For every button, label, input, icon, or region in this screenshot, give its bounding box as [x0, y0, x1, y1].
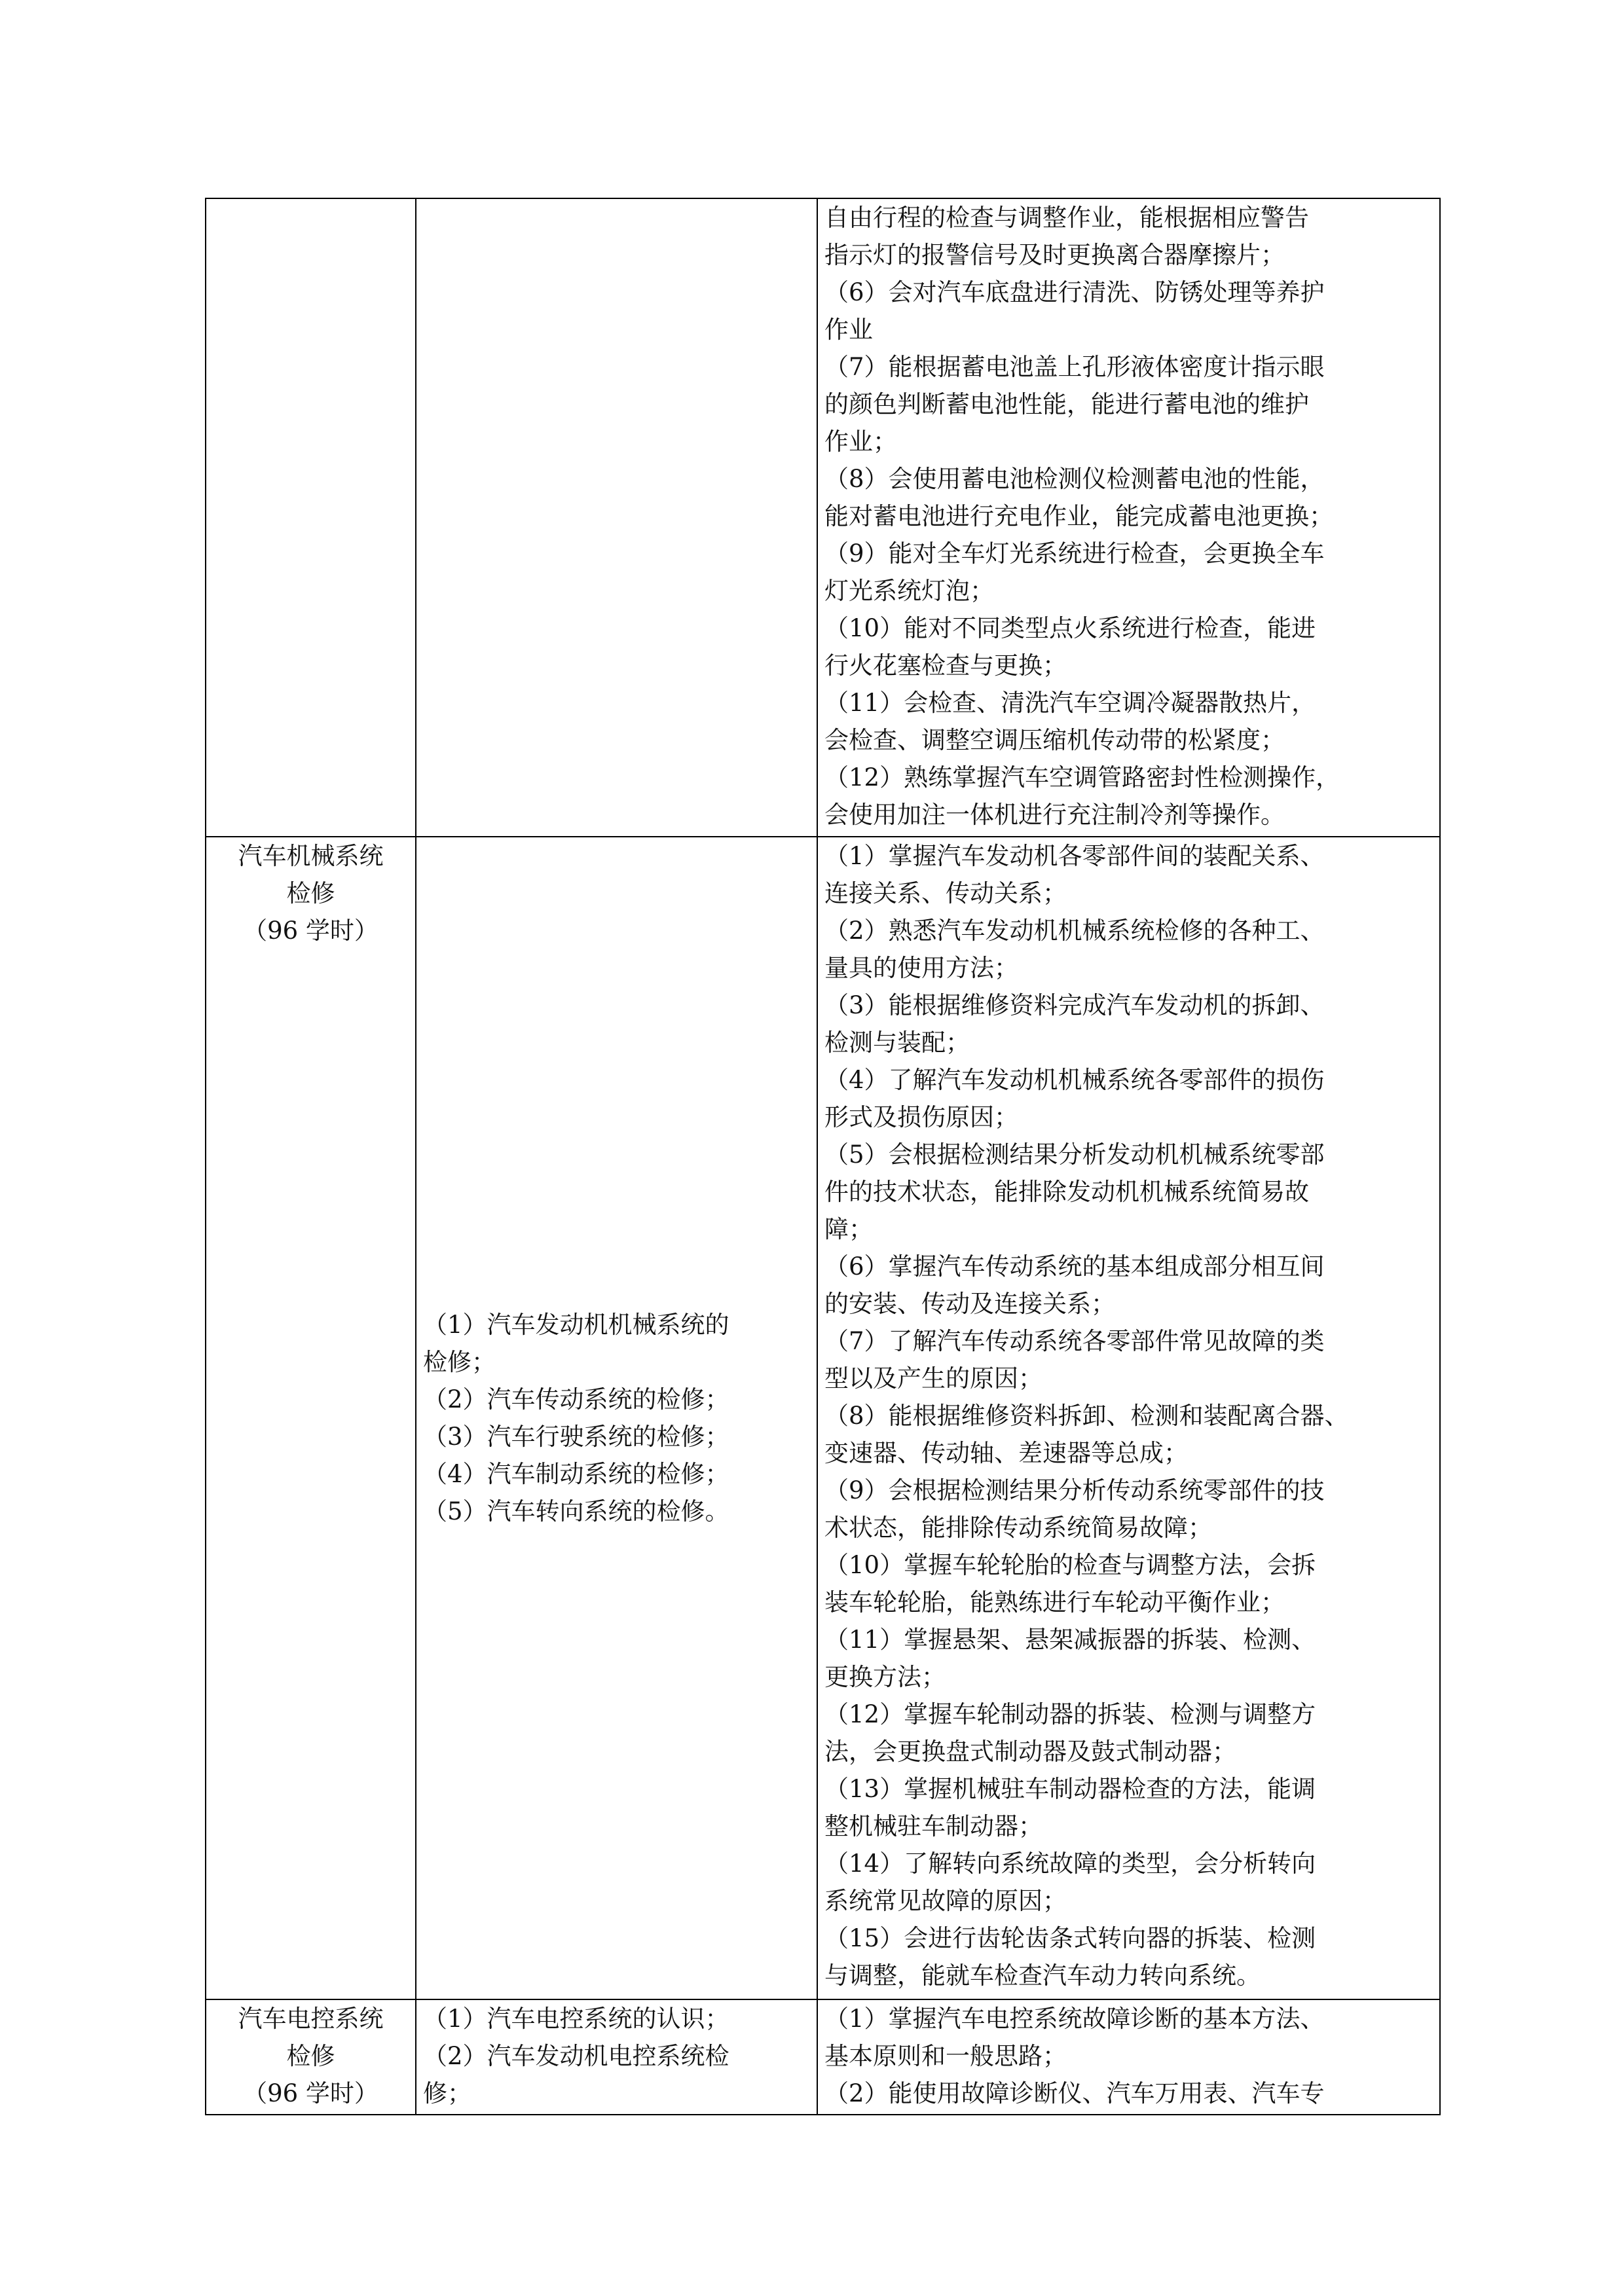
- goal-line: （12）掌握车轮制动器的拆装、检测与调整方: [824, 1700, 1316, 1728]
- table-row: [206, 837, 1440, 1999]
- goal-line: 的颜色判断蓄电池性能，能进行蓄电池的维护: [824, 390, 1309, 418]
- goal-line: （2）熟悉汽车发动机机械系统检修的各种工、: [824, 917, 1325, 945]
- course-hours: （96 学时）: [243, 2079, 378, 2107]
- course-content-cell: [416, 1999, 817, 2115]
- content-line: （2）汽车发动机电控系统检: [423, 2042, 729, 2070]
- goal-line: 量具的使用方法；: [824, 954, 1018, 982]
- goal-line: 形式及损伤原因；: [824, 1103, 1018, 1131]
- curriculum-table: [205, 198, 1441, 2115]
- goal-line: （8）会使用蓄电池检测仪检测蓄电池的性能，: [824, 465, 1325, 493]
- content-line: 检修；: [423, 1348, 496, 1376]
- goal-line: （3）能根据维修资料完成汽车发动机的拆卸、: [824, 991, 1325, 1019]
- course-goals-cell: [817, 198, 1440, 837]
- goal-line: （5）会根据检测结果分析发动机机械系统零部: [824, 1140, 1325, 1169]
- goal-line: 连接关系、传动关系；: [824, 879, 1067, 907]
- goal-line: （1）掌握汽车发动机各零部件间的装配关系、: [824, 842, 1325, 870]
- goal-line: 与调整，能就车检查汽车动力转向系统。: [824, 1961, 1261, 1990]
- goal-line: 自由行程的检查与调整作业，能根据相应警告: [824, 204, 1309, 232]
- goal-line: 会使用加注一体机进行充注制冷剂等操作。: [824, 801, 1285, 829]
- goal-line: 能对蓄电池进行充电作业，能完成蓄电池更换；: [824, 502, 1333, 530]
- course-goals-cell: [817, 1999, 1440, 2115]
- course-name-line: 检修: [286, 879, 335, 907]
- goal-line: （12）熟练掌握汽车空调管路密封性检测操作，: [824, 763, 1340, 792]
- course-content-cell: [416, 837, 817, 1999]
- goal-line: 整机械驻车制动器；: [824, 1812, 1043, 1840]
- goal-line: 检测与装配；: [824, 1029, 970, 1057]
- goal-line: 法，会更换盘式制动器及鼓式制动器；: [824, 1738, 1236, 1766]
- table-row: [206, 1999, 1440, 2115]
- goal-line: 的安装、传动及连接关系；: [824, 1290, 1115, 1318]
- course-name-cell: [206, 1999, 416, 2115]
- goal-line: 装车轮轮胎，能熟练进行车轮动平衡作业；: [824, 1588, 1285, 1616]
- goal-line: 作业；: [824, 428, 897, 456]
- goal-line: （4）了解汽车发动机机械系统各零部件的损伤: [824, 1066, 1325, 1094]
- goal-line: （10）掌握车轮轮胎的检查与调整方法，会拆: [824, 1551, 1316, 1579]
- goal-line: 作业: [824, 316, 873, 344]
- goal-line: （6）掌握汽车传动系统的基本组成部分相互间: [824, 1252, 1325, 1281]
- course-name-cell: [206, 198, 416, 837]
- goal-line: （13）掌握机械驻车制动器检查的方法，能调: [824, 1775, 1316, 1803]
- goal-line: 型以及产生的原因；: [824, 1364, 1043, 1393]
- course-goals-cell: [817, 837, 1440, 1999]
- goal-line: （8）能根据维修资料拆卸、检测和装配离合器、: [824, 1402, 1349, 1430]
- goal-line: 变速器、传动轴、差速器等总成；: [824, 1439, 1188, 1467]
- goal-line: 指示灯的报警信号及时更换离合器摩擦片；: [824, 241, 1285, 269]
- goal-line: 会检查、调整空调压缩机传动带的松紧度；: [824, 726, 1285, 754]
- table-row: [206, 198, 1440, 837]
- goal-line: 系统常见故障的原因；: [824, 1887, 1067, 1915]
- goal-line: （10）能对不同类型点火系统进行检查，能进: [824, 614, 1316, 642]
- course-name-cell: [206, 837, 416, 1999]
- goal-line: （7）了解汽车传动系统各零部件常见故障的类: [824, 1327, 1325, 1355]
- content-line: （1）汽车电控系统的认识；: [423, 2005, 729, 2033]
- goal-line: 障；: [824, 1215, 873, 1243]
- course-hours: （96 学时）: [243, 917, 378, 945]
- course-name-line: 检修: [286, 2042, 335, 2070]
- goal-line: （2）能使用故障诊断仪、汽车万用表、汽车专: [824, 2079, 1325, 2107]
- goal-line: 灯光系统灯泡；: [824, 577, 994, 605]
- course-name-line: 汽车机械系统: [238, 842, 384, 870]
- goal-line: （11）掌握悬架、悬架减振器的拆装、检测、: [824, 1626, 1316, 1654]
- course-name-line: 汽车电控系统: [238, 2005, 384, 2033]
- goal-line: 术状态，能排除传动系统简易故障；: [824, 1514, 1212, 1542]
- goal-line: 行火花塞检查与更换；: [824, 651, 1067, 680]
- goal-line: （1）掌握汽车电控系统故障诊断的基本方法、: [824, 2005, 1325, 2033]
- content-line: 修；: [423, 2079, 471, 2107]
- goal-line: （15）会进行齿轮齿条式转向器的拆装、检测: [824, 1924, 1316, 1952]
- content-line: （5）汽车转向系统的检修。: [423, 1497, 729, 1525]
- goal-line: （6）会对汽车底盘进行清洗、防锈处理等养护: [824, 278, 1325, 306]
- goal-line: （14）了解转向系统故障的类型，会分析转向: [824, 1850, 1316, 1878]
- course-content-cell: [416, 198, 817, 837]
- goal-line: （11）会检查、清洗汽车空调冷凝器散热片，: [824, 689, 1316, 717]
- goal-line: （9）会根据检测结果分析传动系统零部件的技: [824, 1476, 1325, 1504]
- goal-line: 更换方法；: [824, 1663, 946, 1691]
- goal-line: 件的技术状态，能排除发动机机械系统简易故: [824, 1178, 1309, 1206]
- content-line: （3）汽车行驶系统的检修；: [423, 1423, 729, 1451]
- goal-line: （9）能对全车灯光系统进行检查，会更换全车: [824, 539, 1325, 568]
- content-line: （4）汽车制动系统的检修；: [423, 1460, 729, 1488]
- goal-line: 基本原则和一般思路；: [824, 2042, 1067, 2070]
- content-line: （1）汽车发动机机械系统的: [423, 1311, 729, 1339]
- goal-line: （7）能根据蓄电池盖上孔形液体密度计指示眼: [824, 353, 1325, 381]
- content-line: （2）汽车传动系统的检修；: [423, 1385, 729, 1413]
